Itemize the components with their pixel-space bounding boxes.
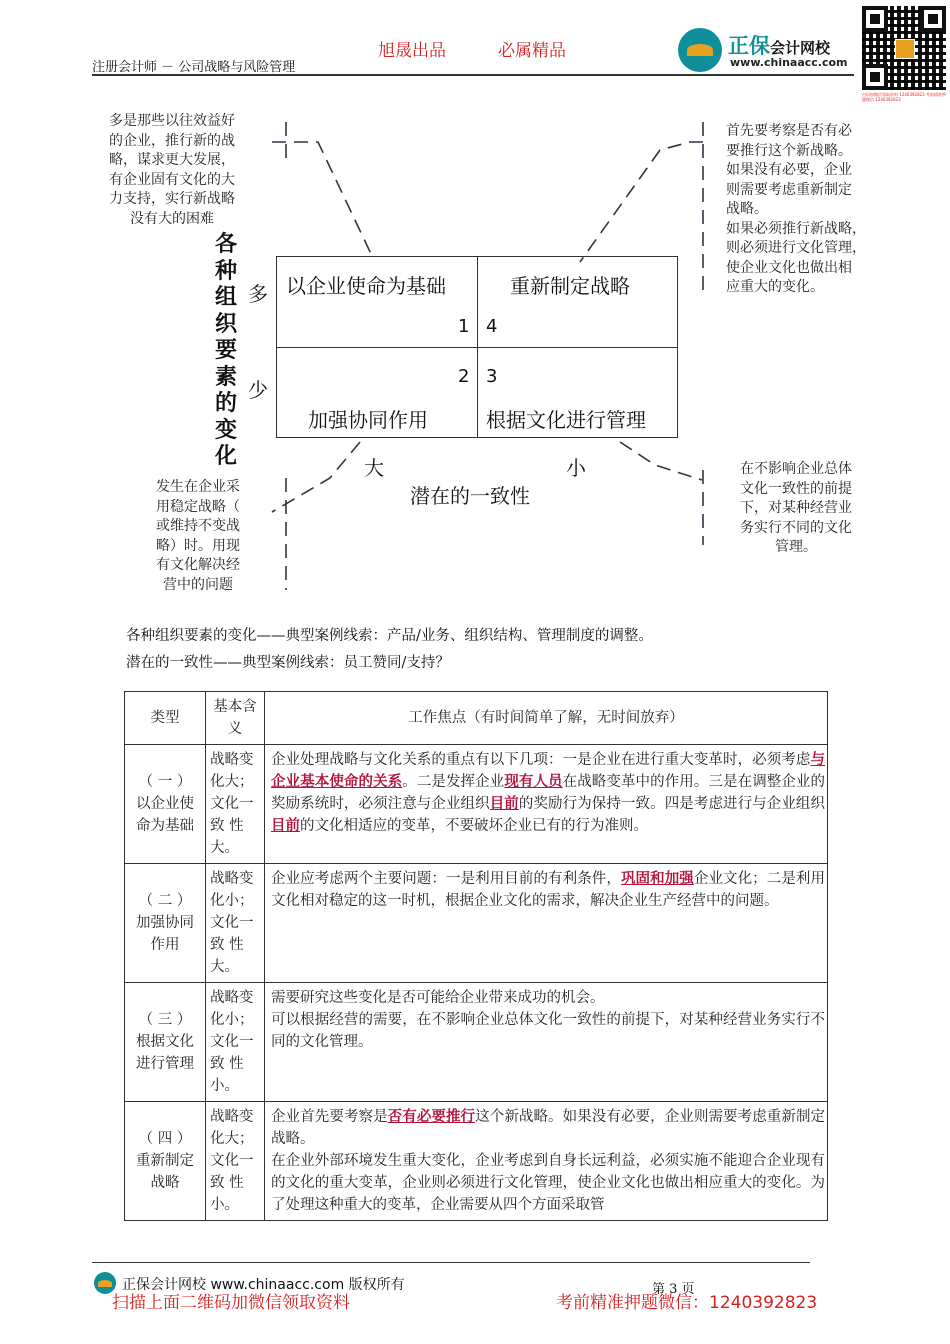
meaning-line: 致 性 bbox=[210, 937, 244, 953]
qr-caption: 扫码加微信领取资料 1240392823 考前精准押题微信 1240392823 bbox=[862, 92, 946, 102]
cell-meaning bbox=[206, 1102, 265, 1221]
note-line: 略）时。用现 bbox=[156, 537, 240, 554]
meaning-line: 化大； bbox=[210, 774, 254, 790]
table-header-row bbox=[125, 692, 828, 745]
note-line: 多是那些以往效益好 bbox=[109, 113, 235, 129]
type-line: 作用 bbox=[150, 937, 180, 953]
connector-bottom-right bbox=[620, 442, 702, 480]
focus-text: 企业首先要考察是 bbox=[271, 1109, 388, 1125]
focus-text: 可以根据经营的需要，在不影响企业总体文化一致性的前提下，对某种经营业务实行不同的文化管理。 bbox=[271, 1012, 825, 1050]
focus-text: 的文化相适应的变革，不要破坏企业已有的行为准则。 bbox=[300, 818, 648, 834]
vertical-more-label: 多 bbox=[248, 282, 268, 306]
focus-text: 企业处理战略与文化关系的重点有以下几项：一是企业在进行重大变革时，必须考虑 bbox=[271, 752, 811, 768]
type-line: 重新制定 bbox=[136, 1153, 194, 1169]
cell-focus bbox=[265, 745, 828, 864]
table-body bbox=[125, 745, 828, 1221]
cell-meaning bbox=[206, 745, 265, 864]
note-top-right bbox=[726, 122, 886, 298]
note-line: 管理。 bbox=[775, 539, 817, 555]
type-line: 进行管理 bbox=[136, 1056, 194, 1072]
note-line: 文化一致性的前提 bbox=[740, 480, 852, 497]
note-line: 使企业文化也做出相 bbox=[726, 259, 852, 276]
note-line: 下，对某种经营业 bbox=[740, 500, 852, 516]
quadrant-2-number: 2 bbox=[458, 366, 470, 387]
meaning-line: 文化一 bbox=[210, 915, 254, 931]
cell-focus bbox=[265, 864, 828, 983]
type-line: （ 三 ） bbox=[138, 1012, 192, 1028]
type-line: （ 四 ） bbox=[138, 1131, 192, 1147]
note-line: 的企业，推行新的战 bbox=[109, 132, 235, 149]
highlight-text: 与企业基本使命的关系 bbox=[271, 751, 825, 790]
highlight-text: 现有人员 bbox=[504, 773, 563, 790]
quadrant-4-number: 4 bbox=[486, 316, 498, 337]
focus-text: 这个新战略。如果没有必要，企业则需要考虑重新制定战略。 bbox=[271, 1109, 826, 1147]
meaning-line: 战略变 bbox=[210, 752, 254, 768]
focus-text: 需要研究这些变化是否可能给企业带来成功的机会。 bbox=[271, 990, 605, 1006]
note-line: 没有大的困难 bbox=[130, 210, 214, 227]
type-line: 根据文化 bbox=[136, 1034, 194, 1050]
cell-focus bbox=[265, 1102, 828, 1221]
meaning-line: 致 性 bbox=[210, 818, 244, 834]
table-row bbox=[125, 983, 828, 1102]
meaning-line: 致 性 bbox=[210, 1056, 244, 1072]
meaning-line: 战略变 bbox=[210, 871, 254, 887]
horizontal-small-label: 小 bbox=[566, 456, 586, 480]
meaning-line: 大。 bbox=[210, 959, 239, 975]
note-line: 力支持，实行新战略 bbox=[109, 191, 235, 207]
footer-copyright: 正保会计网校 www.chinaacc.com 版权所有 bbox=[122, 1277, 405, 1293]
cell-meaning bbox=[206, 864, 265, 983]
note-line: 有企业固有文化的大 bbox=[109, 171, 235, 188]
logo-url: www.chinaacc.com bbox=[730, 56, 848, 69]
note-line: 或维持不变战 bbox=[156, 518, 240, 534]
note-line: 营中的问题 bbox=[163, 576, 233, 593]
highlight-text: 目前 bbox=[489, 795, 519, 812]
focus-text: 在战略变革中的作用。三是在调整企业的奖励系统时，必须注意与企业组织 bbox=[271, 774, 826, 812]
course-title: 注册会计师 － 公司战略与风险管理 bbox=[92, 60, 296, 75]
meaning-line: 文化一 bbox=[210, 1034, 254, 1050]
highlight-text: 目前 bbox=[271, 817, 300, 834]
header-meaning: 基本含义 bbox=[206, 692, 265, 745]
note-bottom-right bbox=[726, 460, 866, 558]
note-line: 首先要考察是否有必 bbox=[726, 123, 852, 139]
meaning-line: 战略变 bbox=[210, 1109, 254, 1125]
focus-text: 企业文化；二是利用文化相对稳定的这一时机，根据企业文化的需求，解决企业生产经营中的问题。 bbox=[271, 871, 826, 909]
connector-top-right bbox=[580, 142, 703, 262]
quadrant-3-title: 根据文化进行管理 bbox=[486, 408, 646, 432]
horizontal-axis-label: 潜在的一致性 bbox=[410, 484, 530, 508]
header-type: 类型 bbox=[125, 692, 206, 745]
focus-text: 的奖励行为保持一致。四是考虑进行与企业组织 bbox=[518, 796, 826, 812]
focus-text: 企业应考虑两个主要问题：一是利用目前的有利条件， bbox=[271, 871, 621, 887]
slogan-right: 必属精品 bbox=[498, 41, 566, 61]
note-line: 应重大的变化。 bbox=[726, 279, 824, 295]
highlight-text: 巩固和加强 bbox=[620, 870, 694, 887]
meaning-line: 小。 bbox=[210, 1197, 239, 1213]
footer-divider bbox=[92, 1262, 810, 1263]
connector-top-left bbox=[272, 142, 372, 256]
focus-text: 在企业外部环境发生重大变化，企业考虑到自身长远利益，必须实施不能迎合企业现有的文化的重大变革，企业则必须进行文化管理，使企业文化也做出相应重大的变化。为了处理这种重大的变革，企业需要从四个方面采取管 bbox=[271, 1153, 825, 1213]
quadrant-3-number: 3 bbox=[486, 366, 498, 387]
table-row bbox=[125, 864, 828, 983]
meaning-line: 大。 bbox=[210, 840, 239, 856]
logo-sub: 会计网校 bbox=[770, 39, 831, 57]
note-top-left bbox=[96, 112, 248, 229]
slogan-left: 旭晟出品 bbox=[378, 41, 446, 61]
note-line: 则需要考虑重新制定 bbox=[726, 181, 852, 198]
cell-focus bbox=[265, 983, 828, 1102]
meaning-line: 化小； bbox=[210, 1012, 254, 1028]
type-line: 战略 bbox=[150, 1175, 180, 1191]
meaning-line: 致 性 bbox=[210, 1175, 244, 1191]
cell-type bbox=[125, 1102, 206, 1221]
promo-right: 考前精准押题微信：1240392823 bbox=[556, 1293, 818, 1313]
meaning-line: 小。 bbox=[210, 1078, 239, 1094]
logo-brand: 正保 bbox=[728, 34, 770, 58]
note-line: 用稳定战略（ bbox=[156, 498, 240, 515]
clue-line-1: 各种组织要素的变化——典型案例线索：产品/业务、组织结构、管理制度的调整。 bbox=[126, 628, 653, 644]
meaning-line: 战略变 bbox=[210, 990, 254, 1006]
grid-divider-horizontal bbox=[276, 347, 678, 348]
clue-line-2: 潜在的一致性——典型案例线索：员工赞同/支持？ bbox=[126, 655, 450, 671]
highlight-text: 否有必要推行 bbox=[387, 1108, 476, 1125]
horizontal-big-label: 大 bbox=[364, 456, 384, 480]
quadrant-2-title: 加强协同作用 bbox=[308, 408, 428, 432]
table-row bbox=[125, 1102, 828, 1221]
note-line: 务实行不同的文化 bbox=[740, 519, 852, 536]
strategy-culture-table bbox=[124, 691, 828, 1221]
type-line: （ 二 ） bbox=[138, 893, 192, 909]
cell-meaning bbox=[206, 983, 265, 1102]
type-line: 命为基础 bbox=[136, 818, 194, 834]
note-line: 战略。 bbox=[726, 201, 768, 217]
vertical-axis-label: 各种组织要素的变化 bbox=[214, 232, 237, 469]
type-line: （ 一 ） bbox=[138, 774, 192, 790]
header-focus: 工作焦点（有时间简单了解，无时间放弃） bbox=[265, 692, 828, 745]
meaning-line: 化大； bbox=[210, 1131, 254, 1147]
type-line: 加强协同 bbox=[136, 915, 194, 931]
table-row bbox=[125, 745, 828, 864]
note-line: 如果没有必要，企业 bbox=[726, 162, 852, 178]
cell-type bbox=[125, 864, 206, 983]
quadrant-1-number: 1 bbox=[458, 316, 470, 337]
note-line: 有文化解决经 bbox=[156, 557, 240, 573]
promo-left: 扫描上面二维码加微信领取资料 bbox=[112, 1293, 350, 1313]
meaning-line: 文化一 bbox=[210, 1153, 254, 1169]
note-line: 发生在企业采 bbox=[156, 479, 240, 495]
quadrant-4-title: 重新制定战略 bbox=[510, 274, 630, 298]
meaning-line: 化小； bbox=[210, 893, 254, 909]
note-line: 要推行这个新战略。 bbox=[726, 142, 852, 159]
type-line: 以企业使 bbox=[136, 796, 194, 812]
page-number: 第 3 页 bbox=[652, 1282, 695, 1297]
vertical-less-label: 少 bbox=[248, 378, 268, 402]
note-bottom-left bbox=[146, 478, 250, 595]
note-line: 在不影响企业总体 bbox=[740, 461, 852, 477]
note-line: 如果必须推行新战略， bbox=[726, 220, 866, 237]
cell-type bbox=[125, 983, 206, 1102]
cell-type bbox=[125, 745, 206, 864]
note-line: 略，谋求更大发展， bbox=[109, 152, 235, 168]
quadrant-1-title: 以企业使命为基础 bbox=[286, 274, 446, 298]
note-line: 则必须进行文化管理， bbox=[726, 240, 866, 256]
meaning-line: 文化一 bbox=[210, 796, 254, 812]
focus-text: 。二是发挥企业 bbox=[402, 774, 505, 790]
